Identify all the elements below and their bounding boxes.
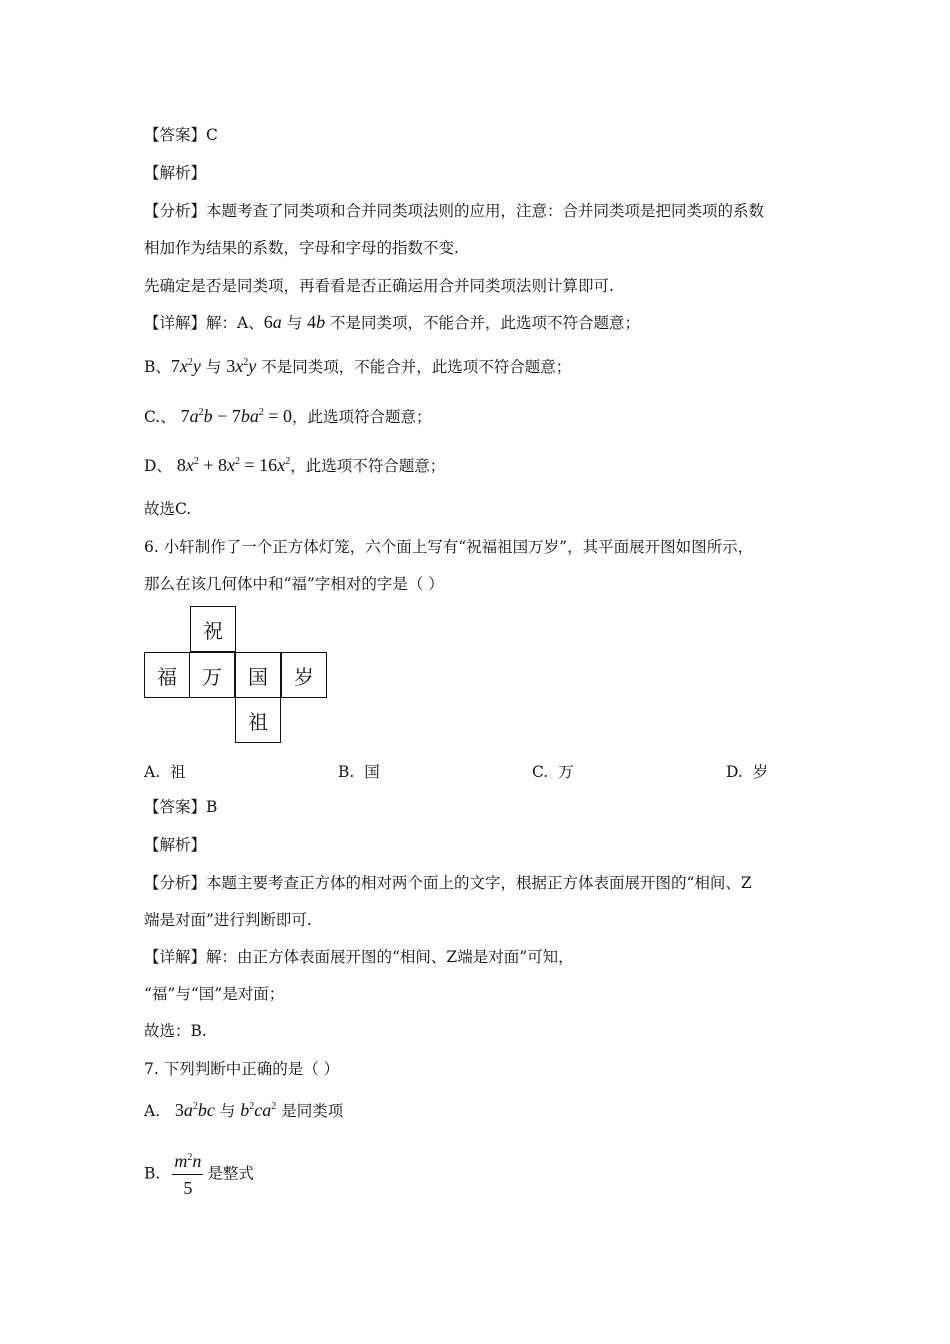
- q7-option-b-label: B.: [144, 1164, 161, 1183]
- q5-expr-a: 6a: [263, 312, 282, 332]
- q5-expr-c: $7a^2b - 7ba^2 = 0$: [180, 406, 292, 426]
- q6-detail-line-2: “福”与“国”是对面；: [144, 985, 285, 1003]
- q5-conclusion: 故选C.: [144, 500, 192, 518]
- q5-analysis-line-2: 相加作为结果的系数，字母和字母的指数不变.: [144, 239, 459, 257]
- q5-detail-b: B、$7x^2y$ 与 $3x^2y$ 不是同类项，不能合并，此选项不符合题意；: [144, 356, 572, 376]
- q6-option-b: [338, 760, 380, 782]
- q6-option-a-text: 祖: [169, 763, 186, 781]
- q6-option-c: [532, 760, 574, 782]
- q5-detail-d: [144, 455, 445, 476]
- q7-expr-a2: $b^2ca^2$: [240, 1100, 277, 1120]
- q6-analysis-line-2: 端是对面”进行判断即可.: [144, 911, 312, 929]
- net-cell-top: 祝: [190, 606, 236, 652]
- q6-option-c-text: 万: [558, 763, 574, 781]
- q7-option-b-text: 是整式: [207, 1164, 254, 1183]
- q6-analysis-line-1: 【分析】本题主要考查正方体的相对两个面上的文字，根据正方体表面展开图的“相间、Z: [144, 874, 752, 892]
- q7-expr-a1: $3a^2bc$: [174, 1100, 215, 1120]
- q6-option-a-label: A.: [144, 763, 161, 781]
- q5-d-prefix: D、: [144, 457, 172, 475]
- net-cell-left: 福: [144, 652, 190, 698]
- q5-b-text: 不是同类项，不能合并，此选项不符合题意；: [261, 358, 572, 376]
- q6-option-b-label: B.: [338, 763, 355, 781]
- q7-option-a-label: A.: [144, 1102, 161, 1120]
- q7-option-a-text: 是同类项: [281, 1102, 344, 1120]
- q5-detail-c: [144, 406, 432, 427]
- q6-option-b-text: 国: [364, 763, 380, 781]
- q5-analysis-line-1: 【分析】本题考查了同类项和合并同类项法则的应用，注意：合并同类项是把同类项的系数: [144, 202, 765, 220]
- q5-c-text: ，此选项符合题意；: [291, 408, 432, 426]
- q5-analysis-heading: 【解析】: [144, 164, 207, 182]
- q7-option-b: [144, 1150, 254, 1199]
- q5-c-prefix: C.、: [144, 408, 176, 426]
- q7-fraction: $\frac{m^2n}{5}$: [174, 1151, 202, 1198]
- q5-expr-a2: 4b: [307, 312, 326, 332]
- net-cell-center-left: 万: [189, 652, 235, 698]
- q6-stem-line-1: 6. 小轩制作了一个正方体灯笼，六个面上写有“祝福祖国万岁”，其平面展开图如图所示，: [144, 538, 754, 556]
- q5-answer: 【答案】C: [144, 126, 218, 144]
- q5-expr-b2: $3x^2y$: [226, 356, 257, 376]
- q6-conclusion: 故选：B.: [144, 1022, 207, 1040]
- q6-option-c-label: C.: [532, 763, 549, 781]
- q5-detail-a-text: 不是同类项，不能合并，此选项不符合题意；: [330, 314, 641, 332]
- q5-analysis-line-3: 先确定是否是同类项，再看看是否正确运用合并同类项法则计算即可.: [144, 277, 614, 295]
- q6-option-d: [726, 760, 768, 782]
- q6-option-d-label: D.: [726, 763, 743, 781]
- q6-analysis-heading: 【解析】: [144, 836, 207, 854]
- q7-option-a: A. $3a^2bc$ 与 $b^2ca^2$ 是同类项: [144, 1100, 344, 1120]
- q7-stem: 7. 下列判断中正确的是（ ）: [144, 1060, 340, 1078]
- q6-option-a: [144, 760, 186, 782]
- q6-stem-line-2: 那么在该几何体中和“福”字相对的字是（ ）: [144, 575, 444, 593]
- net-cell-right: 岁: [281, 652, 327, 698]
- q6-option-d-text: 岁: [752, 763, 769, 781]
- q5-expr-b1: $7x^2y$: [170, 356, 201, 376]
- q5-detail-prefix: 【详解】解：A、: [144, 314, 264, 332]
- q6-answer: 【答案】B: [144, 798, 218, 816]
- q5-b-prefix: B、: [144, 358, 171, 376]
- q5-expr-d: $8x^2 + 8x^2 = 16x^2$: [176, 455, 291, 475]
- q6-detail-line-1: 【详解】解：由正方体表面展开图的“相间、Z端是对面”可知，: [144, 948, 574, 966]
- q5-detail-a: 【详解】解：A、6a 与 4b 不是同类项，不能合并，此选项不符合题意；: [144, 312, 641, 332]
- q5-d-text: ，此选项不符合题意；: [290, 457, 446, 475]
- net-cell-center-right: 国: [235, 652, 281, 698]
- net-cell-bottom: 祖: [235, 697, 281, 743]
